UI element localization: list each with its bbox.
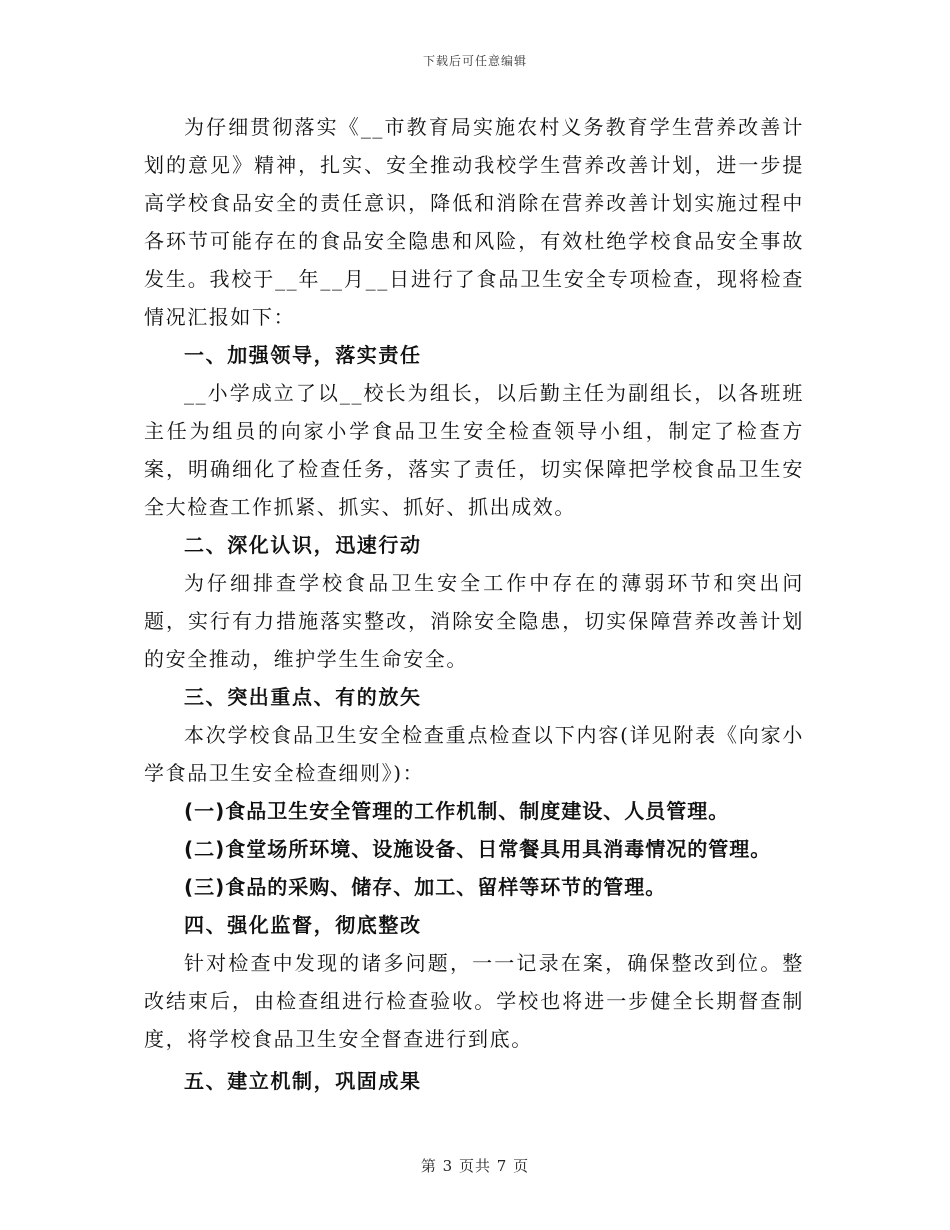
- section-heading: 四、强化监督，彻底整改: [184, 913, 422, 937]
- list-item: (三)食品的采购、储存、加工、留样等环节的管理。: [184, 875, 667, 899]
- page-footer: 第 3 页共 7 页: [420, 1157, 530, 1175]
- section-heading: 五、建立机制，巩固成果: [184, 1069, 422, 1093]
- document-body: [144, 108, 804, 1100]
- section-paragraph: 为仔细排查学校食品卫生安全工作中存在的薄弱环节和突出问题，实行有力措施落实整改，消除安全隐患，切实保障营养改善计划的安全推动，维护学生生命安全。: [144, 571, 804, 671]
- list-item: (二)食堂场所环境、设施设备、日常餐具用具消毒情况的管理。: [184, 837, 772, 861]
- section-heading: 三、突出重点、有的放矢: [184, 685, 422, 709]
- section-paragraph: 本次学校食品卫生安全检查重点检查以下内容(详见附表《向家小学食品卫生安全检查细则》)：: [144, 723, 804, 785]
- section-heading: 二、深化认识，迅速行动: [184, 533, 422, 557]
- section-paragraph: __小学成立了以__校长为组长，以后勤主任为副组长，以各班班主任为组员的向家小学食品卫生安全检查领导小组，制定了检查方案，明确细化了检查任务，落实了责任，切实保障把学校食品卫生安全大检查工作抓紧、抓实、抓好、抓出成效。: [144, 381, 804, 519]
- page-header: 下载后可任意编辑: [422, 54, 527, 68]
- list-item: (一)食品卫生安全管理的工作机制、制度建设、人员管理。: [184, 799, 730, 823]
- section-heading: 一、加强领导，落实责任: [184, 343, 422, 367]
- intro-paragraph: 为仔细贯彻落实《__市教育局实施农村义务教育学生营养改善计划的意见》精神，扎实、安全推动我校学生营养改善计划，进一步提高学校食品安全的责任意识，降低和消除在营养改善计划实施过程中各环节可能存在的食品安全隐患和风险，有效杜绝学校食品安全事故发生。我校于__年__月__日进行了食品卫生安全专项检查，现将检查情况汇报如下：: [144, 115, 804, 329]
- section-paragraph: 针对检查中发现的诸多问题，一一记录在案，确保整改到位。整改结束后，由检查组进行检查验收。学校也将进一步健全长期督查制度，将学校食品卫生安全督查进行到底。: [144, 951, 804, 1051]
